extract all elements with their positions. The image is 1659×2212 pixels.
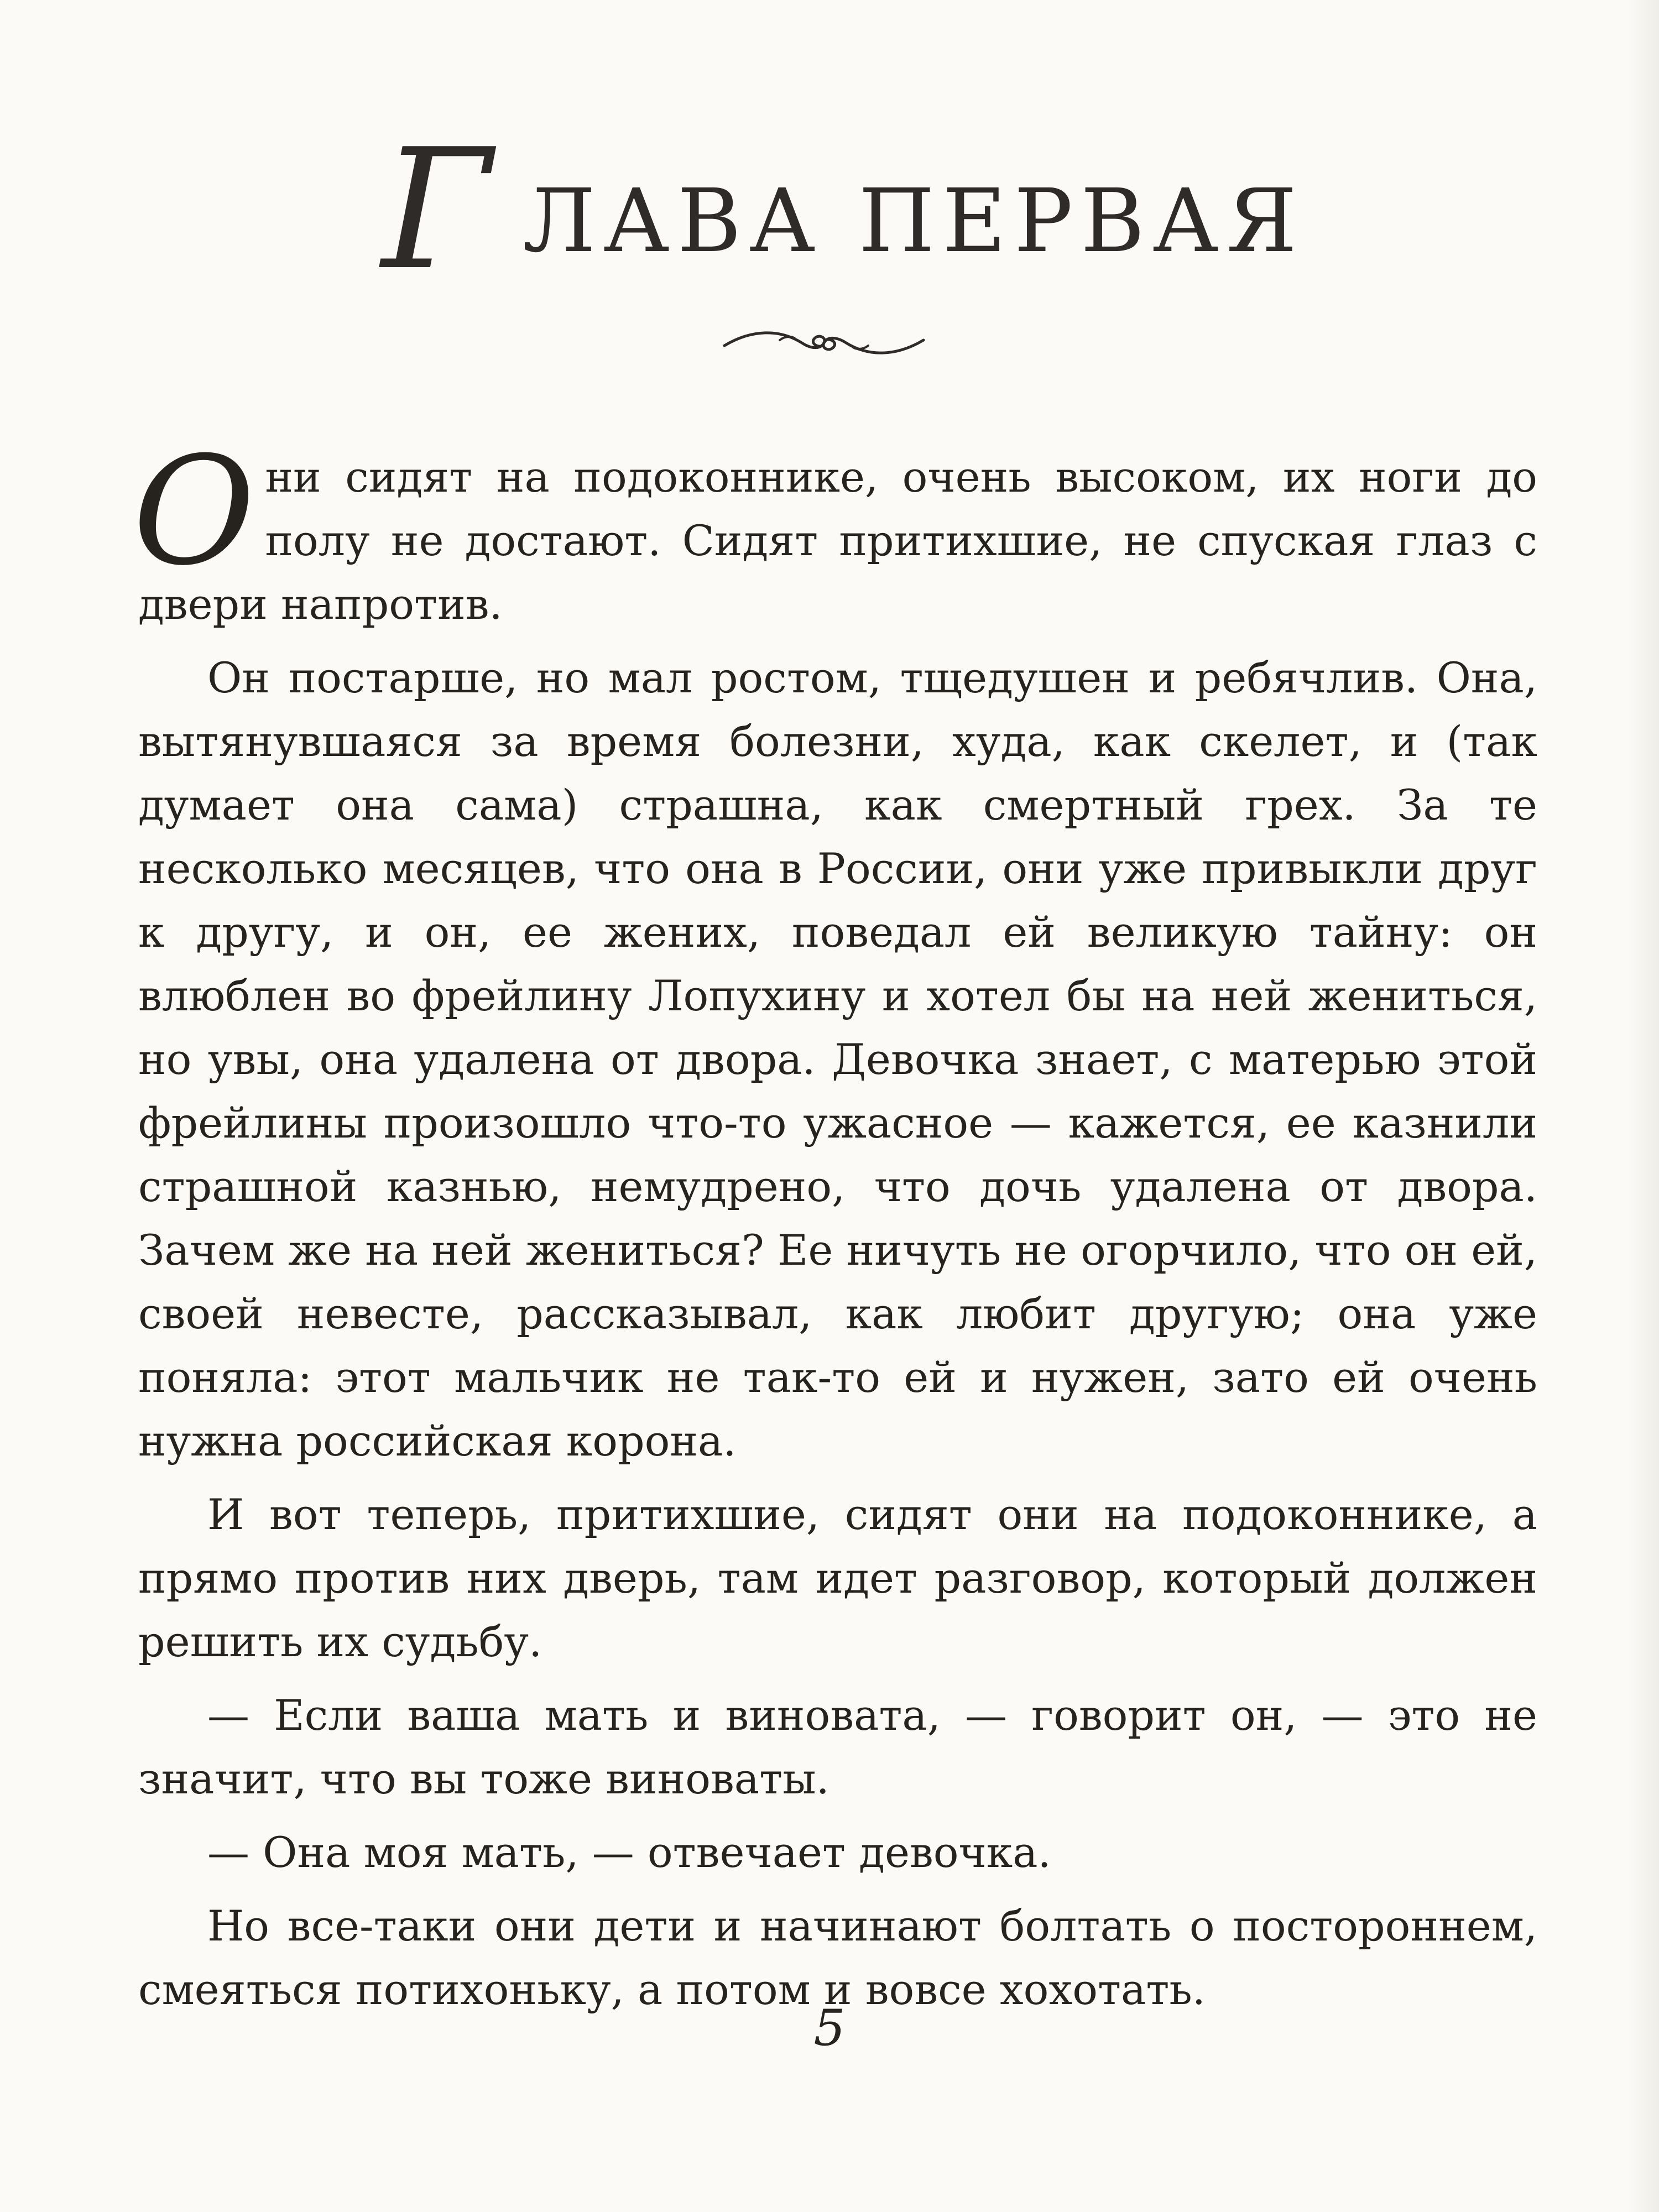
paragraph-1-text: ни сидят на подоконнике, очень высоком, их ноги до полу не достают. Сидят притихшие, не спуская глаз с двери напротив. — [138, 452, 1537, 629]
paragraph-6: Но все-таки они дети и начинают болтать о постороннем, смеяться потихоньку, а потом и вовсе хохотать. — [138, 1901, 1537, 2014]
chapter-heading — [382, 113, 1322, 306]
paragraph-4: — Если ваша мать и виновата, — говорит он, — это не значит, что вы тоже виноваты. — [138, 1691, 1537, 1803]
paragraph-3: И вот теперь, притихшие, сидят они на подоконнике, а прямо против них дверь, там идет разговор, который должен решить их судьбу. — [138, 1490, 1537, 1666]
body-text — [133, 424, 1537, 2031]
drop-cap: О — [133, 424, 255, 598]
chapter-heading-initial: Г — [382, 113, 492, 306]
flourish-ornament-icon — [719, 324, 929, 362]
paragraph-5: — Она моя мать, — отвечает девочка. — [207, 1828, 1051, 1877]
paragraph-1 — [133, 424, 1537, 636]
paragraph-2: Он постарше, но мал ростом, тщедушен и ребячлив. Она, вытянувшаяся за время болезни, худа, как скелет, и (так думает она сама) страшна, как смертный грех. За те несколько месяцев, что она в России, они уже привыкли друг к другу, и он, ее жених, поведал ей великую тайну: он влюблен во фрейлину Лопухину и хотел бы на ней жениться, но увы, она удалена от двора. Девочка знает, с матерью этой фрейлины произошло что-то ужасное — кажется, ее казнили страшной казнью, немудрено, что дочь удалена от двора. Зачем же на ней жениться? Ее ничуть не огорчило, что он ей, своей невесте, рассказывал, как любит другую; она уже поняла: этот мальчик не так-то ей и нужен, зато ей очень нужна российская корона. — [138, 653, 1537, 1465]
chapter-heading-text: ЛАВА ПЕРВАЯ — [523, 170, 1305, 272]
page-edge-shadow — [1626, 0, 1659, 2212]
page-number: 5 — [813, 1999, 846, 2057]
